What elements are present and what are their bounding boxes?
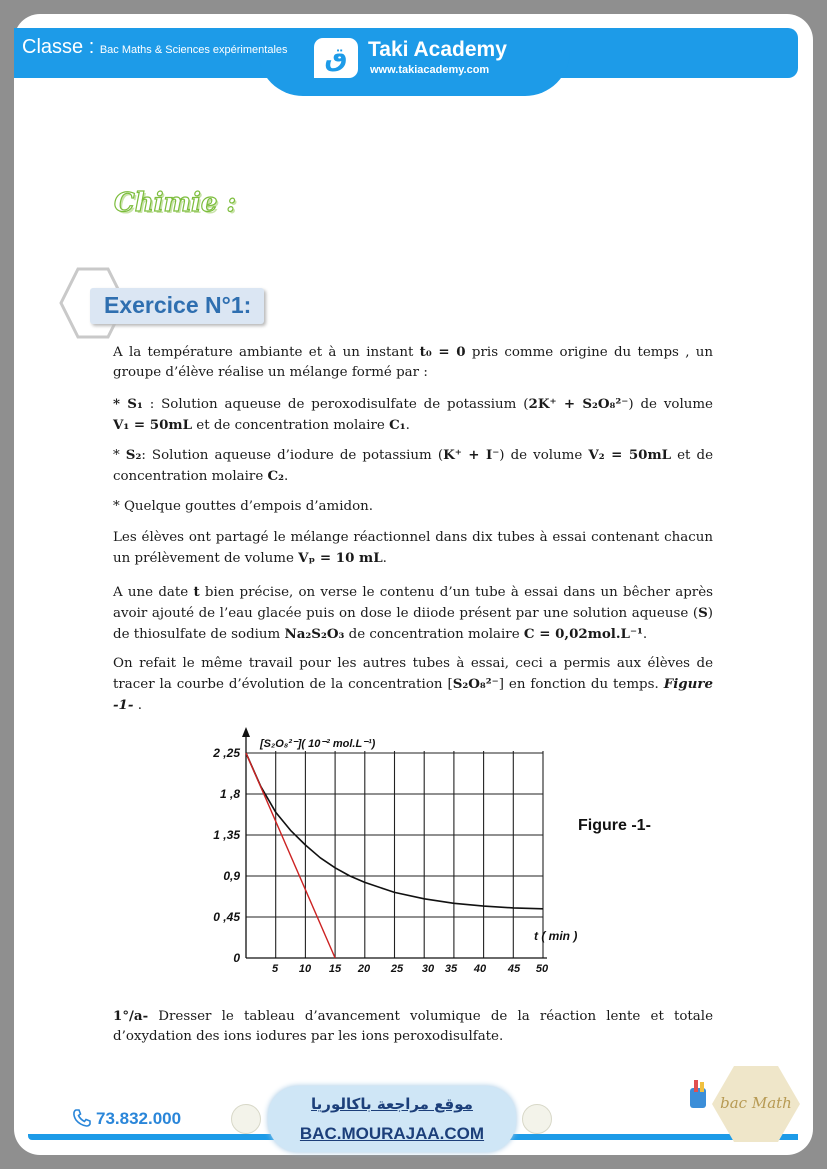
paragraph-titration: A une date t bien précise, on verse le contenu d’un tube à essai dans un bêcher après avoir ajouté de l’eau glacée puis on dose le diiode présent par une solution aqueuse (S) de thiosulfate de sodium Na₂S₂O₃ de concentration molaire C = 0,02mol.L⁻¹.: [113, 584, 713, 642]
y-tick-label: 1 ,35: [213, 828, 240, 842]
x-tick-label: 30: [421, 963, 435, 975]
paragraph-curve: On refait le même travail pour les autres tubes à essai, ceci a permis aux élèves de tracer la courbe d’évolution de la concentration [S₂O₈²⁻] en fonction du temps. Figure -1- .: [113, 656, 713, 713]
y-tick-label: 0,9: [223, 869, 240, 883]
class-value: Bac Maths & Sciences expérimentales: [99, 44, 288, 56]
brand-name[interactable]: Taki Academy: [368, 38, 507, 61]
x-tick-label: 5: [271, 963, 279, 975]
x-tick-label: 25: [390, 963, 404, 975]
x-tick-label: 15: [328, 963, 342, 975]
x-tick-label: 35: [444, 963, 458, 975]
paragraph-intro: A la température ambiante et à un instant t₀ = 0 pris comme origine du temps , un groupe d’élève réalise un mélange formé par :: [113, 344, 713, 380]
y-tick-label: 0: [233, 951, 240, 965]
paragraph-tubes: Les élèves ont partagé le mélange réactionnel dans dix tubes à essai contenant chacun un prélèvement de volume Vₚ = 10 mL.: [113, 530, 713, 566]
tangent-line: [246, 753, 335, 958]
x-tick-label: 10: [298, 963, 312, 975]
pencil-cup-icon: [686, 1078, 712, 1110]
section-title: Chimie :: [114, 188, 237, 218]
class-label: Classe : Bac Maths & Sciences expérimentales: [22, 36, 288, 58]
paragraph-s2: * S₂: Solution aqueuse d’iodure de potassium (K⁺ + I⁻) de volume V₂ = 50mL et de concentration molaire C₂.: [113, 447, 713, 484]
x-tick-label: 20: [357, 963, 371, 975]
y-tick-label: 2 ,25: [213, 746, 240, 760]
paragraph-starch: * Quelque gouttes d’empois d’amidon.: [113, 499, 374, 514]
chart-tick-labels: [212, 746, 549, 975]
x-tick-label: 50: [535, 963, 549, 975]
brand-url[interactable]: www.takiacademy.com: [370, 64, 490, 76]
y-tick-label: 0 ,45: [213, 910, 240, 924]
question-number: 1°/a-: [113, 1008, 149, 1024]
paragraph-s1: * S₁ : Solution aqueuse de peroxodisulfate de potassium (2K⁺ + S₂O₈²⁻) de volume V₁ = 50mL et de concentration molaire C₁.: [113, 396, 713, 433]
footer-url-link[interactable]: BAC.MOURAJAA.COM: [299, 1124, 485, 1143]
x-tick-label: 40: [473, 963, 487, 975]
right-emblem-icon: [522, 1104, 552, 1134]
chart-y-axis-label: [S₂O₈²⁻]( 10⁻² mol.L⁻¹): [260, 738, 376, 750]
y-tick-label: 1 ,8: [219, 787, 240, 801]
exercise-title: Exercice N°1:: [104, 292, 252, 318]
left-emblem-icon: [231, 1104, 261, 1134]
figure-label: Figure -1-: [578, 817, 651, 834]
footer-arabic-title[interactable]: موقع مراجعة باكالوريا: [311, 1095, 473, 1113]
brand-logo-icon: ق: [314, 38, 358, 78]
chart-x-axis-label: t ( min ): [534, 929, 578, 943]
bac-math-badge-text: bac Math: [720, 1094, 792, 1112]
y-axis-arrow: [242, 727, 250, 737]
footer-phone[interactable]: 73.832.000: [72, 1108, 181, 1129]
phone-icon: [72, 1108, 92, 1128]
question-1a: 1°/a- Dresser le tableau d’avancement volumique de la réaction lente et totale d’oxydation des ions iodures par les ions peroxodisulfate.: [113, 1008, 713, 1044]
concentration-chart: [0, 700, 827, 1000]
x-tick-label: 45: [507, 963, 521, 975]
